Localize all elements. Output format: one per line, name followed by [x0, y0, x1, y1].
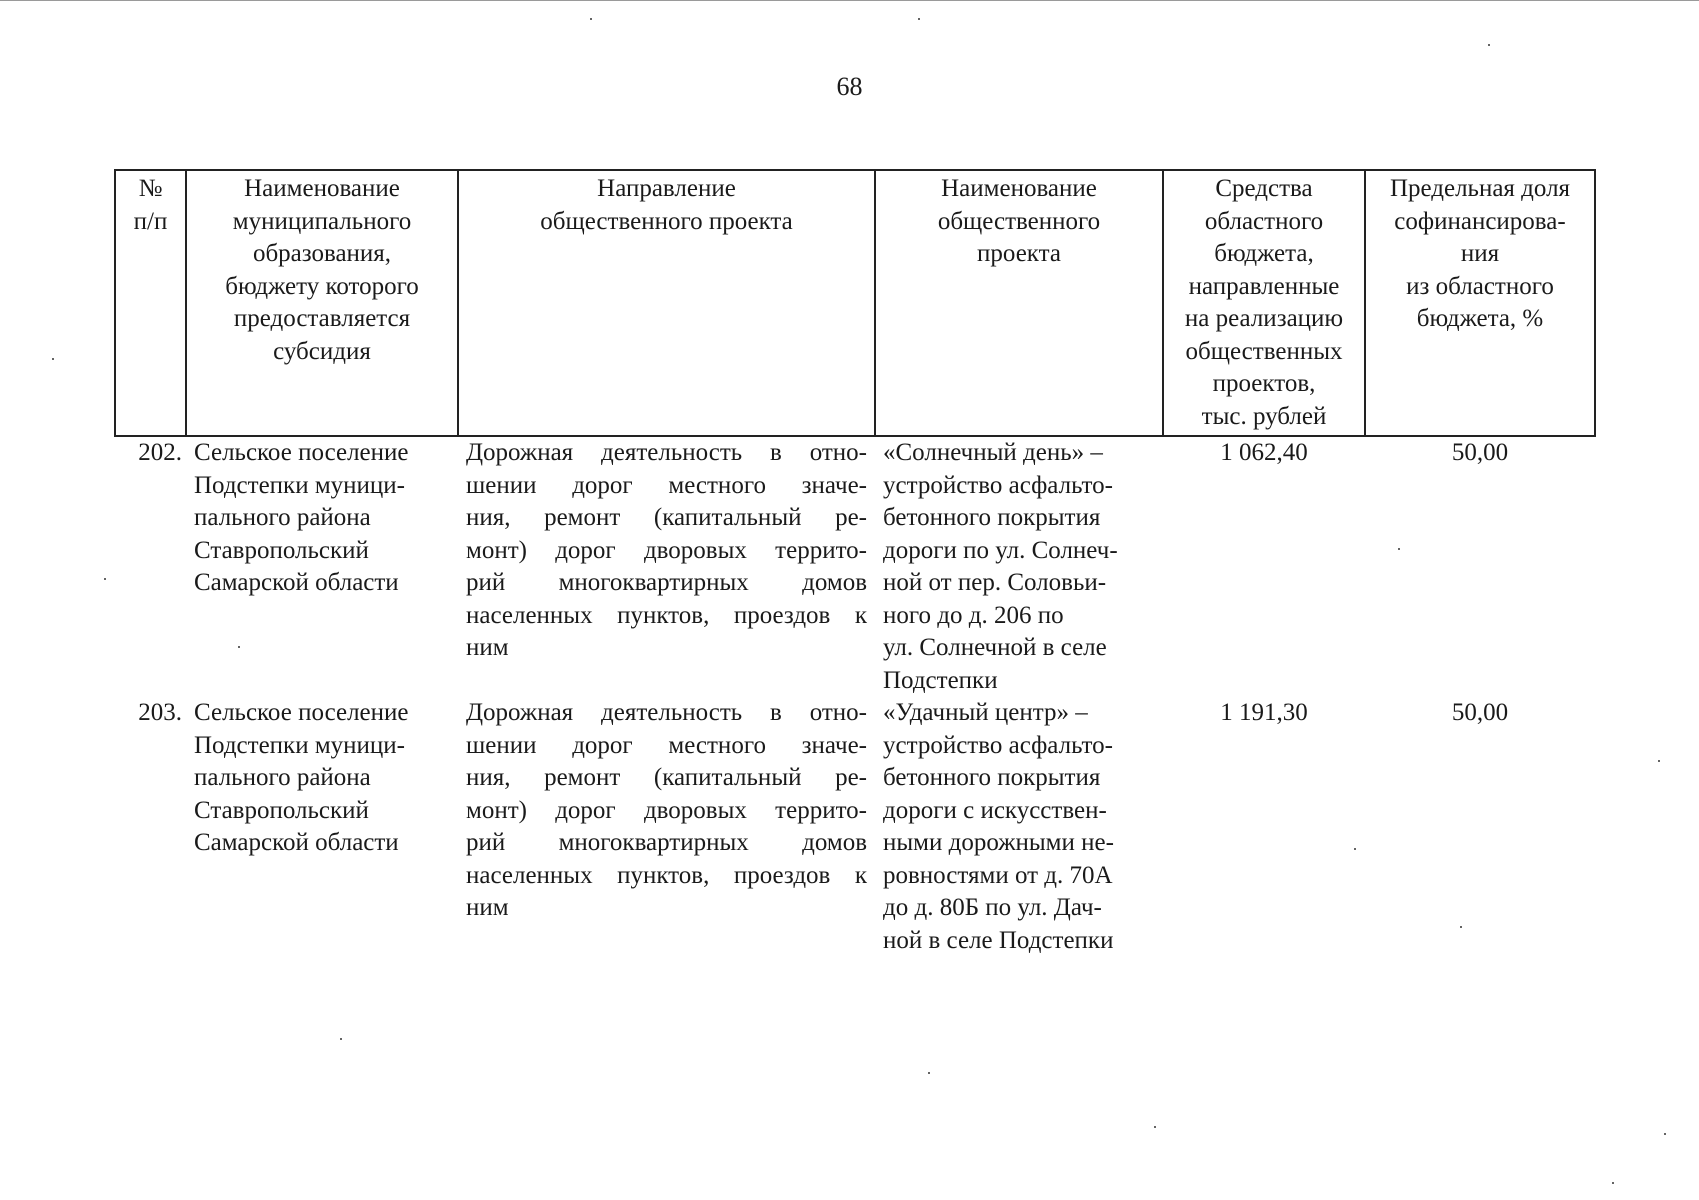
cell-line: ним	[466, 894, 509, 921]
cell-line: Дорожная деятельность в отно-	[466, 439, 867, 466]
scan-speck	[1488, 44, 1490, 46]
header-project-name	[875, 170, 1163, 436]
cell-line: бетонного покрытия	[883, 504, 1101, 531]
cofinancing-share-cell: 50,00	[1451, 699, 1509, 726]
header-line: общественного проекта	[540, 207, 793, 235]
row-number: 202.	[138, 439, 182, 466]
project-name-cell	[875, 436, 1163, 697]
table-row	[115, 697, 1595, 957]
header-line: тыс. рублей	[1201, 402, 1327, 430]
header-line: на реализацию	[1184, 305, 1344, 332]
header-line: областного	[1204, 207, 1324, 235]
scan-speck	[1612, 1182, 1614, 1184]
cell-line: «Солнечный день» –	[883, 439, 1103, 466]
header-line: бюджета,	[1214, 240, 1314, 267]
header-line: ния	[1460, 240, 1500, 267]
cell-line: ния, ремонт (капитальный ре-	[466, 504, 867, 531]
cell-line: дороги с искусствен-	[883, 796, 1107, 824]
scan-speck	[928, 1072, 930, 1074]
direction-cell	[458, 436, 875, 697]
header-line: общественного	[937, 207, 1101, 235]
cell-line: Сельское поселение	[194, 699, 409, 726]
scan-speck	[1354, 848, 1356, 850]
scan-speck	[1658, 760, 1660, 762]
scan-speck	[52, 358, 54, 360]
cell-line: Подстепки муници-	[194, 471, 405, 499]
cell-line: до д. 80Б по ул. Дач-	[883, 894, 1102, 921]
cell-line: Самарской области	[194, 829, 399, 856]
header-line: образования,	[252, 240, 392, 267]
cell-line: пального района	[194, 764, 371, 791]
cell-line: дороги по ул. Солнеч-	[883, 536, 1118, 564]
cell-line: рий многоквартирных домов	[466, 569, 867, 596]
header-line: Наименование	[244, 175, 400, 202]
scan-speck	[238, 646, 240, 648]
header-line: Направление	[597, 175, 736, 202]
cell-line: ним	[466, 634, 509, 661]
cofinancing-share-cell: 50,00	[1451, 439, 1509, 466]
header-line: п/п	[133, 207, 168, 235]
scan-speck	[918, 18, 920, 20]
table-header-row	[115, 170, 1595, 436]
scan-speck	[1460, 926, 1462, 928]
cell-line: населенных пунктов, проездов к	[466, 861, 867, 889]
municipality-cell	[186, 697, 458, 957]
header-line: Наименование	[941, 175, 1097, 202]
cell-line: пального района	[194, 504, 371, 531]
header-number	[115, 170, 186, 436]
table-body	[115, 436, 1595, 957]
scan-speck	[1398, 548, 1400, 550]
header-line: Предельная доля	[1389, 175, 1571, 202]
header-line: №	[138, 175, 163, 202]
cell-line: шении дорог местного значе-	[466, 731, 867, 759]
header-cofinancing-share	[1365, 170, 1595, 436]
cell-line: Самарской области	[194, 569, 399, 596]
direction-cell	[458, 697, 875, 957]
header-line: проектов,	[1212, 370, 1316, 397]
scan-speck	[1664, 1133, 1666, 1135]
subsidy-table	[114, 169, 1596, 957]
cell-line: ния, ремонт (капитальный ре-	[466, 764, 867, 791]
header-line: бюджета, %	[1416, 305, 1544, 332]
cell-line: Сельское поселение	[194, 439, 409, 466]
header-line: общественных	[1185, 337, 1343, 365]
cell-line: Ставропольский	[194, 796, 369, 824]
cell-line: устройство асфальто-	[883, 731, 1113, 759]
header-line: субсидия	[273, 337, 371, 365]
header-line: Средства	[1215, 175, 1313, 202]
cell-line: Ставропольский	[194, 536, 369, 564]
cell-line: «Удачный центр» –	[883, 699, 1088, 726]
cell-line: монт) дорог дворовых террито-	[466, 536, 867, 564]
row-number: 203.	[138, 699, 182, 726]
project-name-cell	[875, 697, 1163, 957]
cell-line: ными дорожными не-	[883, 829, 1114, 856]
cell-line: ного до д. 206 по	[883, 601, 1064, 629]
cell-line: ул. Солнечной в селе	[883, 634, 1107, 661]
cell-line: Дорожная деятельность в отно-	[466, 699, 867, 726]
regional-funds-cell: 1 191,30	[1220, 699, 1308, 726]
table-row	[115, 436, 1595, 697]
scan-speck	[1154, 1126, 1156, 1128]
cell-line: ной в селе Подстепки	[883, 926, 1114, 954]
scan-speck	[104, 578, 106, 580]
municipality-cell	[186, 436, 458, 697]
cell-line: монт) дорог дворовых террито-	[466, 796, 867, 824]
page-number: 68	[836, 72, 863, 101]
scan-speck	[590, 18, 592, 20]
scan-speck	[340, 1038, 342, 1040]
header-line: предоставляется	[233, 305, 411, 332]
cell-line: ной от пер. Соловьи-	[883, 569, 1107, 596]
cell-line: населенных пунктов, проездов к	[466, 601, 867, 629]
cell-line: рий многоквартирных домов	[466, 829, 867, 856]
cell-line: устройство асфальто-	[883, 471, 1113, 499]
header-municipality	[186, 170, 458, 436]
cell-line: ровностями от д. 70А	[883, 861, 1113, 889]
header-line: муниципального	[232, 207, 412, 235]
cell-line: Подстепки	[883, 666, 998, 694]
header-line: направленные	[1188, 272, 1340, 300]
header-direction	[458, 170, 875, 436]
header-line: бюджету которого	[225, 272, 419, 300]
header-regional-funds	[1163, 170, 1365, 436]
cell-line: Подстепки муници-	[194, 731, 405, 759]
regional-funds-cell: 1 062,40	[1220, 439, 1308, 466]
header-line: проекта	[977, 240, 1061, 267]
cell-line: бетонного покрытия	[883, 764, 1101, 791]
cell-line: шении дорог местного значе-	[466, 471, 867, 499]
top-scan-edge	[0, 0, 1699, 1]
header-line: из областного	[1406, 272, 1554, 300]
header-line: софинансирова-	[1394, 207, 1566, 235]
